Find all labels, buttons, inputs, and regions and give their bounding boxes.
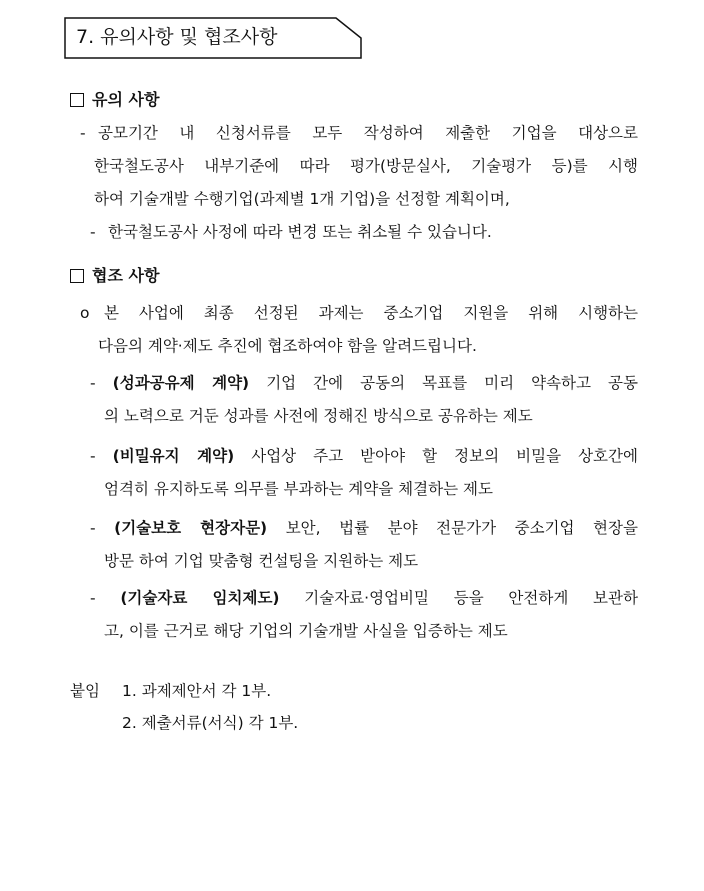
- notice-item-marker: -: [90, 223, 96, 241]
- cooperation-item-line: 방문 하여 기업 맞춤형 컨설팅을 지원하는 제도: [104, 552, 419, 570]
- cooperation-item-marker: -: [90, 589, 96, 607]
- cooperation-item-term: (기술자료 임치제도): [120, 589, 280, 607]
- cooperation-item-marker: -: [90, 447, 96, 465]
- checkbox-square-icon: [70, 93, 84, 107]
- attachment-item: 1. 과제제안서 각 1부.: [122, 682, 272, 700]
- cooperation-item: [90, 445, 638, 467]
- attachment-item: 2. 제출서류(서식) 각 1부.: [122, 714, 299, 732]
- section-title: 7. 유의사항 및 협조사항: [76, 26, 278, 48]
- notice-heading-label: 유의 사항: [92, 90, 160, 109]
- cooperation-item-text: 기업 간에 공동의 목표를 미리 약속하고 공동: [266, 374, 638, 392]
- cooperation-item: [90, 372, 638, 394]
- cooperation-item-marker: -: [90, 374, 96, 392]
- cooperation-item-line: 엄격히 유지하도록 의무를 부과하는 계약을 체결하는 제도: [104, 480, 493, 498]
- notice-item-line: 공모기간 내 신청서류를 모두 작성하여 제출한 기업을 대상으로: [98, 124, 638, 142]
- cooperation-item: [90, 517, 638, 539]
- section-title-box: [64, 17, 362, 59]
- cooperation-item-term: (기술보호 현장자문): [114, 519, 268, 537]
- cooperation-item: [90, 587, 638, 609]
- cooperation-intro-line: 다음의 계약·제도 추진에 협조하여야 함을 알려드립니다.: [98, 337, 477, 355]
- notice-item-marker: -: [80, 124, 86, 142]
- cooperation-item-text: 보안, 법률 분야 전문가가 중소기업 현장을: [285, 519, 638, 537]
- cooperation-item-line: 의 노력으로 거둔 성과를 사전에 정해진 방식으로 공유하는 제도: [104, 407, 533, 425]
- cooperation-item-text: 기술자료·영업비밀 등을 안전하게 보관하: [304, 589, 638, 607]
- cooperation-item-text: 사업상 주고 받아야 할 정보의 비밀을 상호간에: [251, 447, 638, 465]
- attachments-label: 붙임: [70, 682, 100, 700]
- notice-heading: [70, 90, 159, 110]
- checkbox-square-icon: [70, 269, 84, 283]
- cooperation-item-line: 고, 이를 근거로 해당 기업의 기술개발 사실을 입증하는 제도: [104, 622, 508, 640]
- cooperation-intro-marker: o: [80, 304, 90, 322]
- cooperation-item-marker: -: [90, 519, 96, 537]
- notice-item-line: 하여 기술개발 수행기업(과제별 1개 기업)을 선정할 계획이며,: [94, 190, 510, 208]
- notice-item-line: 한국철도공사 사정에 따라 변경 또는 취소될 수 있습니다.: [108, 223, 492, 241]
- cooperation-item-term: (비밀유지 계약): [112, 447, 235, 465]
- cooperation-intro-line: 본 사업에 최종 선정된 과제는 중소기업 지원을 위해 시행하는: [104, 304, 638, 322]
- cooperation-item-term: (성과공유제 계약): [112, 374, 250, 392]
- cooperation-heading-label: 협조 사항: [92, 266, 160, 285]
- notice-item-line: 한국철도공사 내부기준에 따라 평가(방문실사, 기술평가 등)를 시행: [94, 157, 638, 175]
- cooperation-heading: [70, 266, 159, 286]
